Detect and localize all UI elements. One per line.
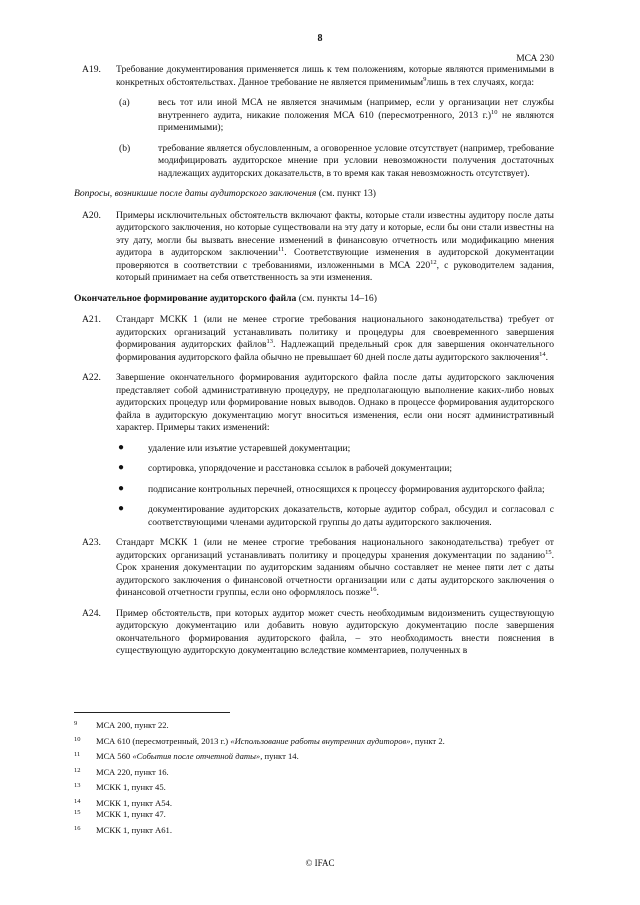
footnote-ref: 10 (491, 108, 498, 116)
subitem-text: требование является обусловленным, а оговоренное условие отсутствует (например, требование модифицировать аудиторское мнение при условии невозможности получения достаточных надлежащих аудиторских доказательств, в то время как такая невозможность отсутствует). (158, 142, 554, 179)
paragraph-number: A23. (82, 537, 101, 548)
list-item (116, 484, 554, 497)
paragraph-text: Примеры исключительных обстоятельств включают факты, которые стали известны аудитору после даты аудиторского заключения, но которые существовали на эту дату и которые, если бы они стали известны на эту дату, могли бы вызвать внесение изменений в финансовую отчетность или модификацию мнения аудитора в аудиторском заключении (116, 209, 554, 258)
subitem-text: не являются применимыми); (158, 109, 554, 133)
heading-reference: (см. пункты 14–16) (298, 292, 377, 304)
footnote-text: МСА 560 (96, 751, 133, 761)
footnote-text: МСКК 1, пункт A54. (96, 797, 172, 808)
paragraph-number: A20. (82, 209, 101, 221)
footnotes (74, 720, 445, 840)
footnote (74, 825, 445, 837)
footnote-number: 16 (74, 824, 81, 832)
footnote (74, 809, 445, 821)
footnote (74, 751, 445, 763)
copyright-footer: © IFAC (305, 858, 335, 868)
footnote (74, 736, 445, 748)
paragraph-a22 (74, 372, 554, 529)
subitem-text: весь тот или иной МСА не является значимым (например, если у организации нет службы внутреннего аудита, никакие положения МСА 610 (пересмотренного, 2013 г.) (158, 97, 554, 121)
section-heading (74, 293, 554, 306)
paragraph-a21 (74, 314, 554, 364)
list-item-text: документирование аудиторских доказательств, которые аудитор собрал, обсудил и согласовал с соответствующими членами аудиторской группы до даты аудиторского заключения. (148, 504, 554, 528)
footnote-text: , пункт 2. (410, 735, 445, 746)
footnote-number: 11 (74, 751, 81, 758)
list-item-text: подписание контрольных перечней, относящихся к процессу формирования аудиторского файла; (148, 483, 545, 495)
bullet-icon: ● (118, 482, 125, 494)
subitem-label: (b) (119, 142, 131, 154)
footnote-ref: 14 (539, 350, 546, 358)
paragraph-number: A22. (82, 372, 101, 383)
footnote-ref: 11 (278, 245, 285, 253)
paragraph-number: A24. (82, 607, 101, 619)
paragraph-text: Стандарт МСКК 1 (или не менее строгие требования национального законодательства) требует от аудиторских организаций устанавливать политику и процедуры хранения документации по заданию (116, 537, 554, 561)
footnote-number: 12 (74, 766, 81, 774)
list-item-text: сортировка, упорядочение и расстановка ссылок в рабочей документации; (148, 463, 453, 474)
paragraph-text: . Срок хранения документации по аудиторским заданиям обычно составляет не менее пяти лет с даты аудиторского заключения о финансовой отчетности организации или с даты аудиторского заключения о финансовой отчетности группы, если оно оформлялось позже (116, 549, 554, 598)
footnote-title: «Использование работы внутренних аудиторов» (230, 735, 411, 746)
footnote-number: 15 (74, 809, 81, 816)
footnote-ref: 15 (545, 548, 552, 556)
section-heading (74, 188, 554, 201)
paragraph-text: Стандарт МСКК 1 (или не менее строгие требования национального законодательства) требует от аудиторских организаций устанавливать политику и процедуры для своевременного завершения формирования аудиторских файлов (116, 314, 554, 350)
page-number: 8 (317, 33, 323, 44)
footnote-text: МСКК 1, пункт A61. (96, 824, 172, 835)
main-content (74, 64, 554, 666)
paragraph-text: Требование документирования применяется лишь к тем положениям, которые являются применимыми в конкретных обстоятельствах. Данное требование не является применимым (116, 64, 554, 88)
paragraph-text: Завершение окончательного формирования аудиторского файла после даты аудиторского заключения представляет собой административную процедуру, не предполагающую выполнение каких-либо новых аудиторских процедур или формирование новых выводов. Однако в процессе формирования аудиторского файла в аудиторскую документацию могут вноситься изменения, если они носят административный характер. Примеры таких изменений: (116, 372, 554, 433)
bullet-list (116, 443, 554, 530)
a19-subitems (74, 97, 554, 180)
paragraph-a23 (74, 537, 554, 600)
footnote-number: 10 (74, 735, 81, 743)
list-item (116, 504, 554, 529)
subitem-label: (a) (119, 97, 130, 108)
footnote-title: «События после отчетной даты» (132, 751, 261, 761)
footnote-text: МСА 610 (пересмотренный, 2013 г.) (96, 735, 231, 746)
paragraph-text: . (545, 351, 549, 363)
heading-reference: (см. пункт 13) (318, 188, 376, 199)
paragraph-a24 (74, 608, 554, 658)
footnote-ref: 16 (370, 585, 377, 593)
list-item (116, 443, 554, 456)
footnote-text: МСКК 1, пункт 47. (96, 809, 166, 819)
paragraph-number: A21. (82, 314, 101, 325)
footnote-text: МСА 220, пункт 16. (96, 766, 169, 777)
standard-reference: МСА 230 (516, 54, 554, 64)
bullet-icon: ● (118, 503, 125, 514)
footnote (74, 798, 445, 810)
paragraph-text: , с руководителем задания, который принимает на себя ответственность за эти изменения. (116, 259, 554, 283)
footnote-text: МСА 200, пункт 22. (96, 720, 169, 730)
bullet-icon: ● (118, 462, 125, 473)
footnote-text: МСКК 1, пункт 45. (96, 782, 166, 792)
heading-title: Вопросы, возникшие после даты аудиторского заключения (74, 188, 317, 199)
footnote (74, 720, 445, 732)
bullet-icon: ● (118, 441, 125, 453)
list-item (116, 463, 554, 476)
footnote-ref: 12 (430, 258, 437, 266)
footnote-ref: 13 (266, 337, 274, 345)
footnote-number: 13 (74, 782, 81, 789)
paragraph-text: Пример обстоятельств, при которых аудитор может счесть необходимым видоизменить существующую аудиторскую документацию или добавить новую аудиторскую документацию после завершения окончательного формирования аудиторского файла, – это необходимость внести пояснения в существующую аудиторскую документацию вследствие комментариев, полученных в (116, 607, 554, 656)
footnote-text: , пункт 14. (260, 751, 299, 761)
subitem-a (116, 97, 554, 135)
list-item-text: удаление или изъятие устаревшей документации; (148, 442, 351, 454)
paragraph-text: . (376, 587, 379, 598)
paragraph-text: . Надлежащий предельный срок для завершения окончательного формирования аудиторского файла обычно не превышает 60 дней после даты аудиторского заключения (116, 339, 554, 363)
footnote-ref: 9 (423, 75, 427, 83)
subitem-b (116, 143, 554, 181)
footnote (74, 782, 445, 794)
paragraph-text: . Соответствующие изменения в аудиторской документации проверяются в соответствии с требованиями, изложенными в МСА 220 (116, 247, 554, 271)
footnote-number: 14 (74, 797, 81, 805)
footnote-divider (74, 712, 230, 713)
footnote-number: 9 (74, 720, 78, 727)
paragraph-text: лишь в тех случаях, когда: (426, 76, 535, 88)
heading-title: Окончательное формирование аудиторского файла (74, 292, 297, 304)
paragraph-a19 (74, 64, 554, 89)
paragraph-number: A19. (82, 64, 101, 75)
footnote (74, 767, 445, 779)
paragraph-a20 (74, 210, 554, 285)
